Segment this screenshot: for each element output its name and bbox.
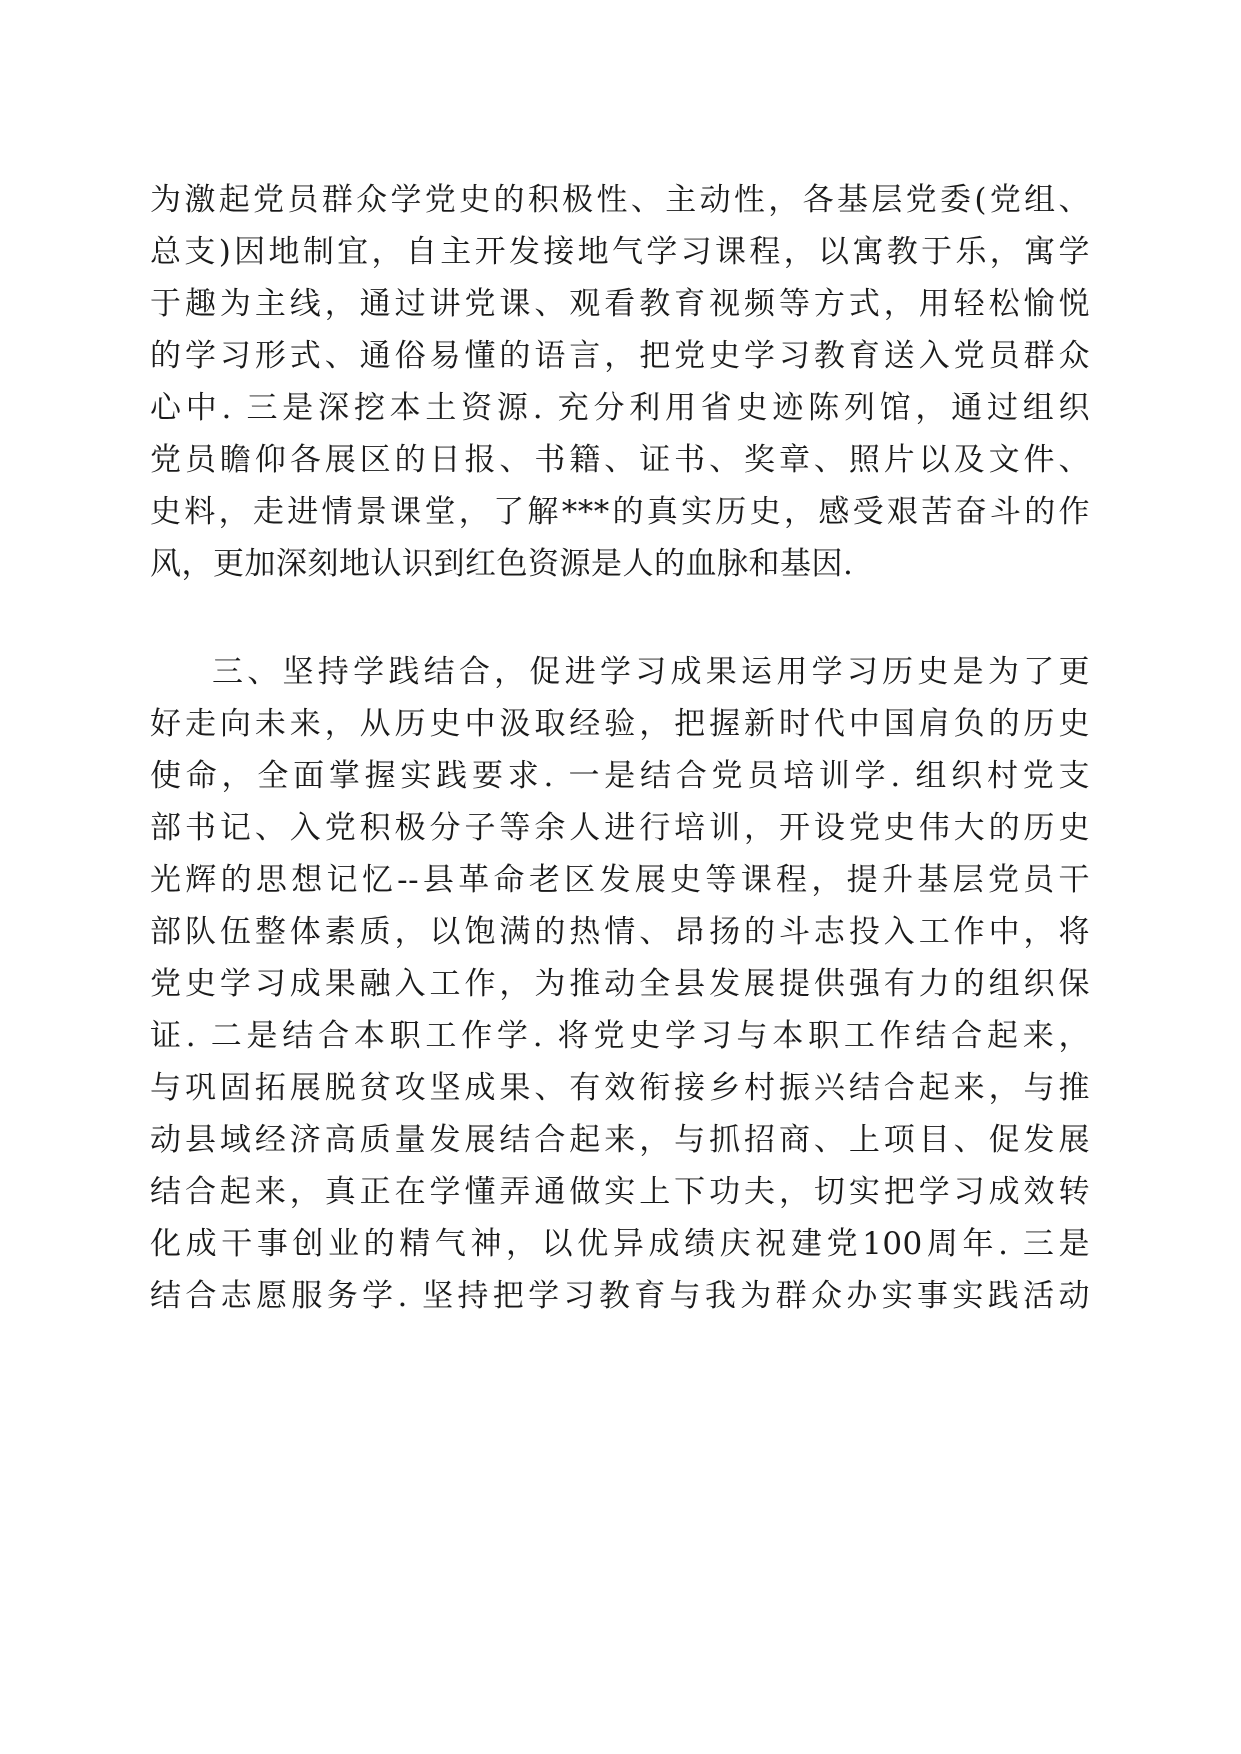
text-line: 证. 二是结合本职工作学. 将党史学习与本职工作结合起来， xyxy=(150,1018,1090,1054)
text-line: 党史学习成果融入工作，为推动全县发展提供强有力的组织保 xyxy=(150,966,1090,1002)
text-line: 化成干事创业的精气神，以优异成绩庆祝建党100周年. 三是 xyxy=(150,1226,1090,1262)
text-line: 史料，走进情景课堂，了解***的真实历史，感受艰苦奋斗的作 xyxy=(150,494,1090,530)
text-line: 结合起来，真正在学懂弄通做实上下功夫，切实把学习成效转 xyxy=(150,1174,1090,1210)
text-line: 光辉的思想记忆--县革命老区发展史等课程，提升基层党员干 xyxy=(150,862,1090,898)
text-line: 风，更加深刻地认识到红色资源是人的血脉和基因. xyxy=(150,546,854,582)
text-line: 好走向未来，从历史中汲取经验，把握新时代中国肩负的历史 xyxy=(150,706,1090,742)
text-line: 动县域经济高质量发展结合起来，与抓招商、上项目、促发展 xyxy=(150,1122,1090,1158)
text-line: 心中. 三是深挖本土资源. 充分利用省史迹陈列馆，通过组织 xyxy=(150,390,1090,426)
text-line: 三、坚持学践结合，促进学习成果运用学习历史是为了更 xyxy=(212,654,1090,690)
text-line: 的学习形式、通俗易懂的语言，把党史学习教育送入党员群众 xyxy=(150,338,1090,374)
text-line: 总支)因地制宜，自主开发接地气学习课程，以寓教于乐，寓学 xyxy=(150,234,1090,270)
text-line: 使命，全面掌握实践要求. 一是结合党员培训学. 组织村党支 xyxy=(150,758,1090,794)
text-line: 党员瞻仰各展区的日报、书籍、证书、奖章、照片以及文件、 xyxy=(150,442,1090,478)
text-line: 与巩固拓展脱贫攻坚成果、有效衔接乡村振兴结合起来，与推 xyxy=(150,1070,1090,1106)
text-line: 结合志愿服务学. 坚持把学习教育与我为群众办实事实践活动 xyxy=(150,1278,1090,1314)
text-line: 于趣为主线，通过讲党课、观看教育视频等方式，用轻松愉悦 xyxy=(150,286,1090,322)
text-line: 部队伍整体素质，以饱满的热情、昂扬的斗志投入工作中，将 xyxy=(150,914,1090,950)
text-line: 为激起党员群众学党史的积极性、主动性，各基层党委(党组、 xyxy=(150,182,1090,218)
text-line: 部书记、入党积极分子等余人进行培训，开设党史伟大的历史 xyxy=(150,810,1090,846)
